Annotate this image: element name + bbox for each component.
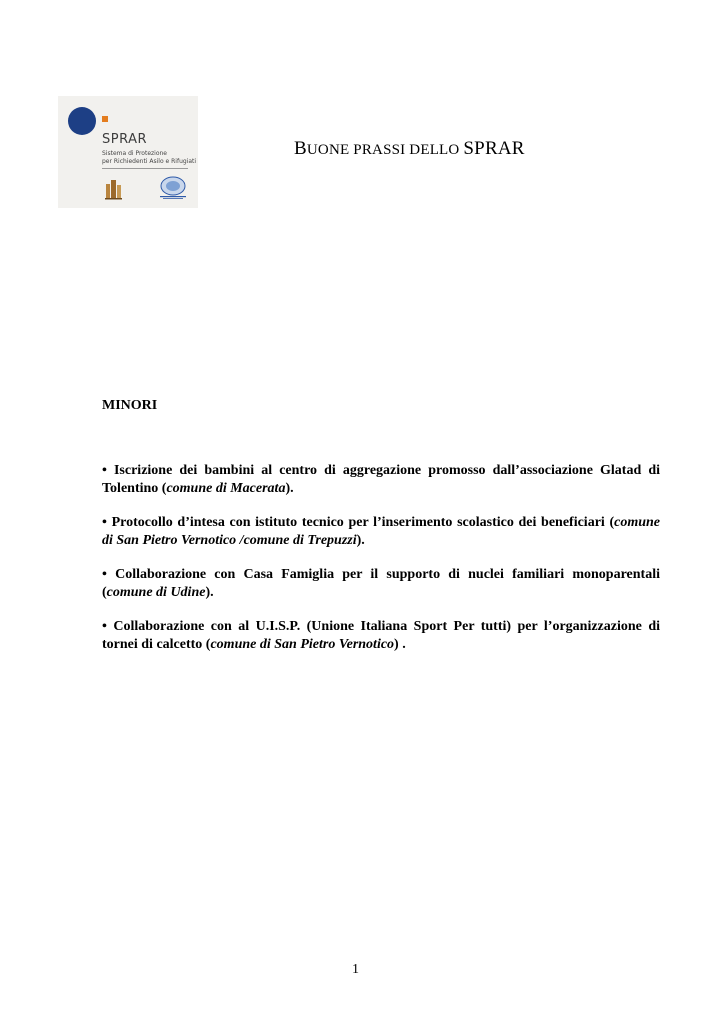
- logo-circle-icon: [68, 107, 96, 135]
- page-number: 1: [352, 962, 359, 977]
- bullet: •: [102, 463, 107, 478]
- bullet: •: [102, 515, 107, 530]
- list-item: • Collaborazione con Casa Famiglia per il supporto di nuclei familiari monoparentali (comune di Udine).: [102, 567, 661, 600]
- title-initial: B: [294, 138, 307, 159]
- list-item: • Protocollo d’intesa con istituto tecnico per l’inserimento scolastico dei beneficiari (comune di San Pietro Vernotico /comune di Trepuzzi).: [102, 515, 661, 548]
- page-title: [294, 138, 525, 160]
- place-name: comune di San Pietro Vernotico: [210, 637, 395, 652]
- place-name: comune di San Pietro Vernotico /comune di Trepuzzi: [102, 515, 661, 548]
- logo-subtitle: [102, 150, 196, 166]
- logo-subtitle-line2: per Richiedenti Asilo e Rifugiati: [102, 158, 197, 165]
- place-name: comune di Udine: [106, 585, 206, 600]
- logo-square-icon: [102, 116, 108, 122]
- logo-subtitle-line1: Sistema di Protezione: [102, 150, 168, 157]
- list-item: • Collaborazione con al U.I.S.P. (Unione Italiana Sport Per tutti) per l’organizzazione di tornei di calcetto (comune di San Pietro Vernotico) .: [102, 619, 660, 652]
- bullet: •: [102, 567, 107, 582]
- section-heading: MINORI: [102, 398, 158, 413]
- title-sprar: SPRAR: [463, 138, 525, 159]
- logo-name: SPRAR: [102, 132, 148, 147]
- ministry-seal-icon: [156, 176, 190, 200]
- list-item: • Iscrizione dei bambini al centro di aggregazione promosso dall’associazione Glatad di Tolentino (comune di Macerata).: [102, 463, 660, 496]
- city-emblem-icon: [104, 176, 124, 200]
- practice-list: [102, 462, 660, 670]
- place-name: comune di Macerata: [166, 481, 286, 496]
- sprar-logo: [58, 96, 198, 208]
- title-smallcaps: UONE PRASSI DELLO: [306, 142, 464, 158]
- bullet: •: [102, 619, 107, 634]
- logo-divider: [102, 168, 188, 169]
